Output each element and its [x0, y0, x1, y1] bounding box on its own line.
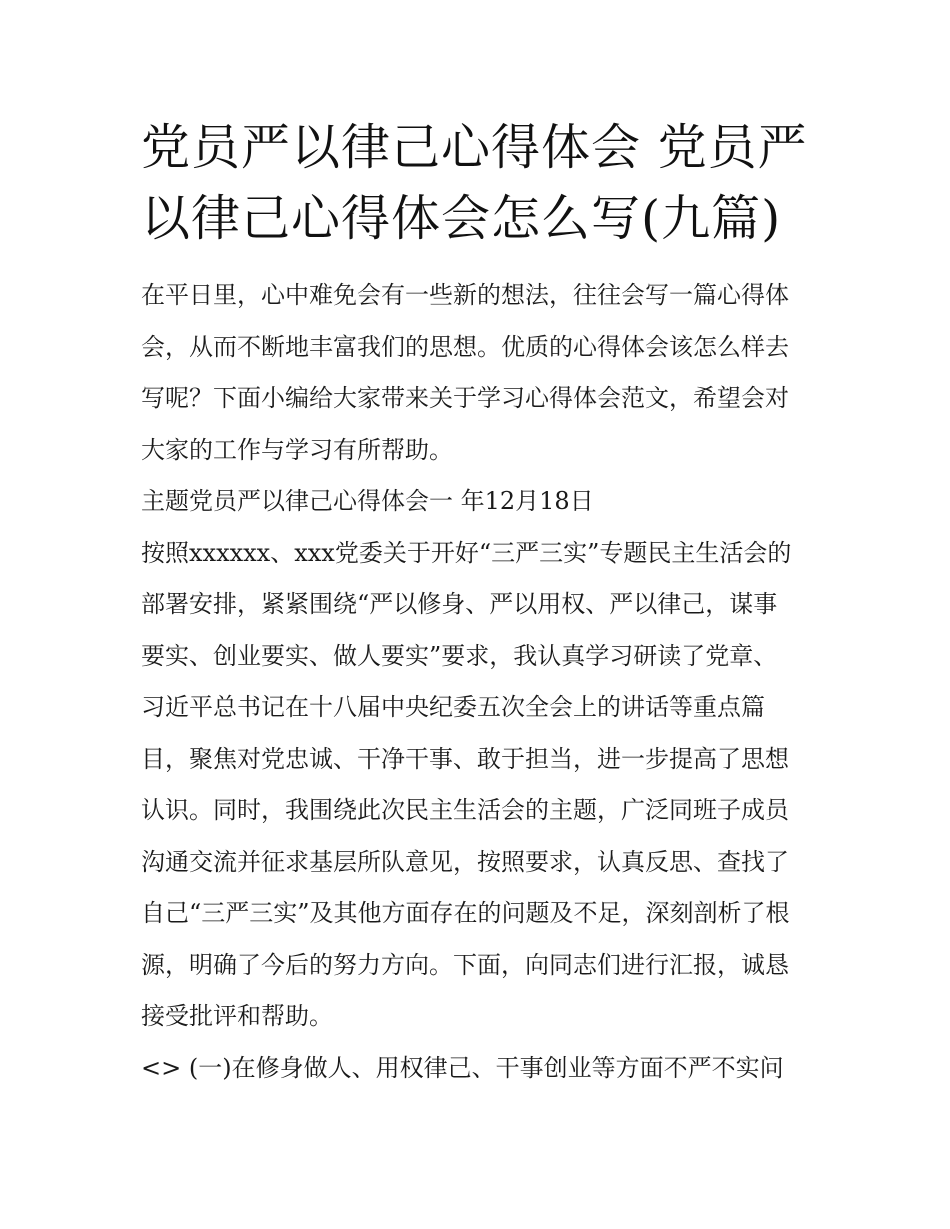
paragraph-line: 部署安排，紧紧围绕“严以修身、严以用权、严以律己，谋事: [141, 590, 778, 618]
paragraph-line: 接受批评和帮助。: [141, 1002, 333, 1030]
subtitle-line: 主题党员严以律己心得体会一 年12月18日: [141, 487, 594, 515]
paragraph-line: 在平日里，心中难免会有一些新的想法，往往会写一篇心得体: [141, 281, 789, 309]
section-heading-line: <> (一)在修身做人、用权律己、干事创业等方面不严不实问: [141, 1053, 784, 1082]
paragraph-line: 沟通交流并征求基层所队意见，按照要求，认真反思、查找了: [141, 847, 789, 876]
title-line: 党员严以律己心得体会 党员严: [141, 119, 808, 176]
paragraph-line: 会，从而不断地丰富我们的思想。优质的心得体会该怎么样去: [141, 332, 789, 361]
paragraph-line: 按照xxxxxx、xxx党委关于开好“三严三实”专题民主生活会的: [141, 538, 792, 567]
paragraph-line: 习近平总书记在十八届中央纪委五次全会上的讲话等重点篇: [141, 693, 765, 721]
document-body: [141, 270, 813, 1094]
document-title: [141, 112, 813, 254]
paragraph-line: 要实、创业要实、做人要实”要求，我认真学习研读了党章、: [141, 641, 778, 670]
paragraph-line: 写呢？下面小编给大家带来关于学习心得体会范文，希望会对: [141, 384, 789, 412]
paragraph-line: 目，聚焦对党忠诚、干净干事、敢于担当，进一步提高了思想: [141, 744, 789, 773]
title-line: 以律己心得体会怎么写(九篇): [141, 190, 782, 247]
paragraph-line: 大家的工作与学习有所帮助。: [141, 435, 453, 464]
paragraph-line: 认识。同时，我围绕此次民主生活会的主题，广泛同班子成员: [141, 796, 789, 824]
paragraph-line: 源，明确了今后的努力方向。下面，向同志们进行汇报，诚恳: [141, 950, 789, 979]
paragraph-line: 自己“三严三实”及其他方面存在的问题及不足，深刻剖析了根: [141, 899, 790, 927]
document-page: [141, 112, 813, 1094]
